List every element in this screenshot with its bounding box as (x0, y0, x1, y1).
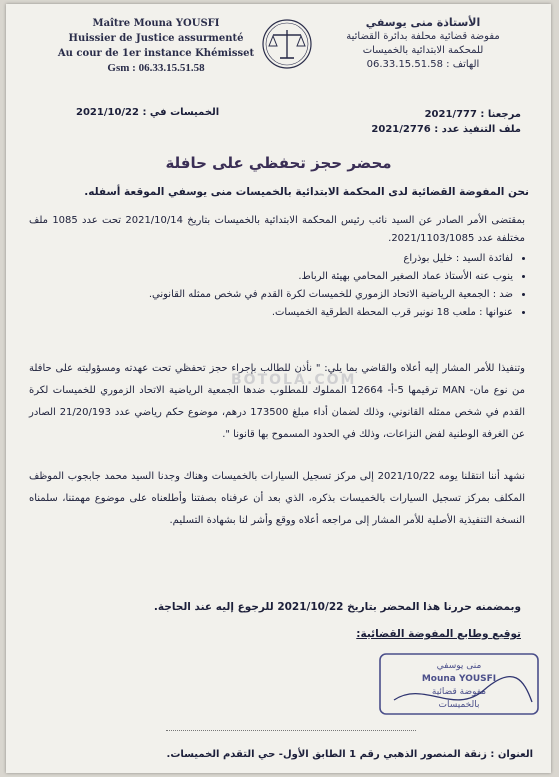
bailiff-gsm: Gsm : 06.33.15.51.58 (107, 62, 205, 74)
testimony-paragraph: نشهد أننا انتقلنا يومه 2021/10/22 إلى مركز تسجيل السيارات بالخميسات وهناك وجدنا السيد محمد جابجوب الموظف المكلف بمركز تسجيل السيارات بالخميسات بذكره، الذي بعد أن عرفناه بصفتنا وأطلعناه على موضوع مهمتنا، سلمناه النسخة التنفيذية الأصلية للأمر المشار إلى مراجعه أعلاه ووقع وأشر لنا بشهادة التسليم. (29, 471, 525, 526)
watermark: BOTOLA.COM (231, 372, 357, 388)
stamp-line-2: Mouna YOUSFI (421, 674, 497, 684)
parties-list (33, 250, 527, 322)
document-page (6, 4, 551, 773)
stamp-line-4: بالخميسات (438, 700, 480, 710)
header-left-block (56, 16, 256, 76)
reference-block (371, 107, 521, 137)
bailiff-name-ar: الأستاذة منى يوسفي (365, 16, 481, 29)
official-stamp (374, 650, 544, 722)
list-item: • ينوب عنه الأستاذ عماد الصغير المحامي بهيئة الرباط. (33, 268, 513, 286)
scales-of-justice-icon (256, 18, 318, 70)
document-title: محضر حجز تحفظي على حافلة (165, 154, 392, 172)
footer-divider (166, 730, 416, 731)
bailiff-title-fr: Huissier de Justice assurmenté (68, 33, 244, 44)
stamp-line-3: مفوضة قضائية (431, 687, 487, 697)
header-right-block (323, 16, 523, 72)
stamp-line-1: منى يوسفي (436, 661, 482, 671)
phone-label: الهاتف : (446, 59, 480, 70)
court-order-paragraph: بمقتضى الأمر الصادر عن السيد نائب رئيس المحكمة الابتدائية بالخميسات بتاريخ 2021/10/14 تحت عدد 1085 ملف مختلفة عدد 2021/1103/1085. (29, 215, 526, 244)
bailiff-phone-row (323, 58, 523, 72)
execution-file-number: ملف التنفيذ عدد : 2021/2776 (371, 124, 521, 135)
bailiff-name-fr: Maître Mouna YOUSFI (92, 18, 220, 29)
document-date: الخميسات في : 2021/10/22 (76, 107, 220, 118)
list-item: • ضد : الجمعية الرياضية الاتحاد الزموري للخميسات لكرة القدم في شخص ممثله القانوني. (33, 286, 513, 304)
execution-paragraph: وتنفيذا للأمر المشار إليه أعلاه والقاضي بما يلي: " نأذن للطالب بإجراء حجز تحفظي تحت عهدته ومسؤوليته على حافلة من نوع مان- MAN ترقيمها 5-أ- 12664 المملوك للمطلوب ضدها الجمعية الرياضية الاتحاد الزموري للخميسات لكرة القدم في شخص ممثله القانوني، وذلك لضمان أداء مبلغ 173500 درهم، موضوع حكم رياضي عدد 21/20/193 الصادر عن الغرفة الوطنية لفض النزاعات، وذلك في الحدود المسموح بها قانونا ". (29, 363, 525, 440)
our-reference: مرجعنا : 2021/777 (424, 109, 521, 120)
bailiff-title-ar: مفوضة قضائية محلفة بدائرة القضائية (346, 31, 500, 42)
bailiff-court-fr: Au cour de 1er instance Khémisset (57, 48, 255, 59)
closing-paragraph: وبمضمنه حررنا هذا المحضر بتاريخ 2021/10/22 للرجوع إليه عند الحاجة. (153, 601, 521, 613)
signature-title: توقيع وطابع المفوضة القضائية: (356, 628, 521, 640)
intro-paragraph: نحن المفوضة القضائية لدى المحكمة الابتدائية بالخميسات منى يوسفي الموقعة أسفله. (84, 186, 529, 198)
footer-address: العنوان : زنقة المنصور الذهبي رقم 1 الطابق الأول- حي التقدم الخميسات. (166, 749, 533, 760)
list-item: • لفائدة السيد : خليل بوذراع (33, 250, 513, 268)
list-item: • عنوانها : ملعب 18 نونبر قرب المحطة الطرقية الخميسات. (33, 304, 513, 322)
phone-number: 06.33.15.51.58 (366, 59, 443, 70)
bailiff-court-ar: للمحكمة الابتدائية بالخميسات (362, 45, 484, 56)
